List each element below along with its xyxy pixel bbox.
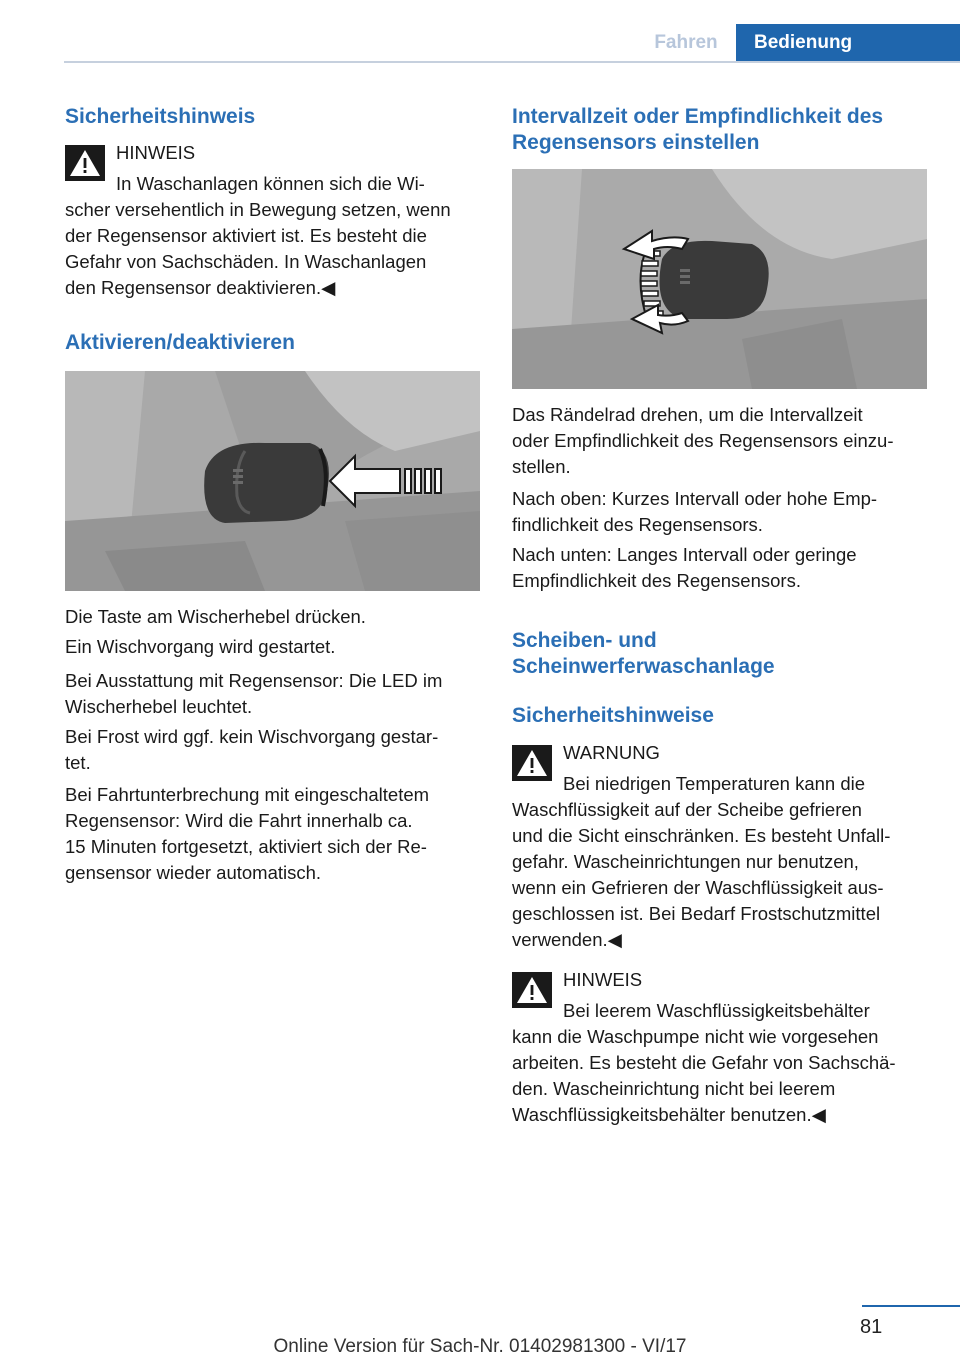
note-text-line: Gefahr von Sachschäden. In Waschanlagen [65,251,427,272]
wiper-lever-button-image [65,371,480,591]
online-version-note: Online Version für Sach-Nr. 01402981300 - VI/17 [273,1336,687,1357]
footer-rule [862,1305,960,1307]
warning-text-line: wenn ein Gefrieren der Waschflüssigkeit aus‐ [512,877,884,898]
paragraph-line: Regensensor: Wird die Fahrt innerhalb ca. [65,810,413,831]
paragraph-line: 15 Minuten fortgesetzt, aktiviert sich der Re‐ [65,836,427,857]
warning-text-line: verwenden.◀ [512,929,622,950]
heading-waschanlage-line: Scheinwerferwaschanlage [512,655,775,678]
note-text-line: Waschflüssigkeitsbehälter benutzen.◀ [512,1104,826,1125]
warning-text-line: geschlossen ist. Bei Bedarf Frostschutzmittel [512,903,881,924]
warning-label: WARNUNG [563,742,660,763]
note-label: HINWEIS [563,969,643,990]
paragraph-line: Wischerhebel leuchtet. [65,696,253,717]
knurled-wheel-image [512,169,927,389]
note-label: HINWEIS [116,142,196,163]
warning-triangle-icon [512,972,552,1008]
warning-text-line: gefahr. Wascheinrichtungen nur benutzen, [512,851,859,872]
note-text-line: den. Wascheinrichtung nicht bei leerem [512,1078,836,1099]
paragraph-line: Nach oben: Kurzes Intervall oder hohe Emp‐ [512,488,878,509]
paragraph-line: Bei Ausstattung mit Regensensor: Die LED im [65,670,443,691]
paragraph-line: Bei Frost wird ggf. kein Wischvorgang gestar‐ [65,726,439,747]
header-rule [64,61,960,63]
paragraph-line: Nach unten: Langes Intervall oder geringe [512,544,857,565]
warning-triangle-icon [65,145,105,181]
warning-text-line: und die Sicht einschränken. Es besteht Unfall‐ [512,825,891,846]
note-text-line: arbeiten. Es besteht die Gefahr von Sachschä‐ [512,1052,896,1073]
paragraph-line: Bei Fahrtunterbrechung mit eingeschaltetem [65,784,430,805]
paragraph-line: Empfindlichkeit des Regensensors. [512,570,801,591]
note-text-line: In Waschanlagen können sich die Wi‐ [116,173,425,194]
paragraph-line: gensensor wieder automatisch. [65,862,322,883]
warning-text-line: Bei niedrigen Temperaturen kann die [563,773,866,794]
note-text-line: Bei leerem Waschflüssigkeitsbehälter [563,1000,870,1021]
warning-triangle-icon [512,745,552,781]
paragraph-line: tet. [65,752,91,773]
paragraph-line: stellen. [512,456,571,477]
warning-text-line: Waschflüssigkeit auf der Scheibe gefrieren [512,799,862,820]
tab-bedienung[interactable]: Bedienung [736,24,960,62]
heading-intervallzeit-line: Regensensors einstellen [512,131,760,154]
paragraph-line: Das Rändelrad drehen, um die Intervallzeit [512,404,863,425]
page-number: 81 [860,1316,883,1338]
note-text-line: scher versehentlich in Bewegung setzen, wenn [65,199,451,220]
paragraph: Ein Wischvorgang wird gestartet. [65,636,336,657]
heading-waschanlage-line: Scheiben- und [512,629,657,652]
note-text-line: den Regensensor deaktivieren.◀ [65,277,336,298]
page-header [0,0,960,63]
paragraph-line: oder Empfindlichkeit des Regensensors einzu‐ [512,430,894,451]
paragraph-line: findlichkeit des Regensensors. [512,514,763,535]
tab-fahren[interactable]: Fahren [654,32,718,53]
heading-aktivieren: Aktivieren/deaktivieren [65,331,295,354]
heading-sicherheitshinweis: Sicherheitshinweis [65,105,256,128]
paragraph: Die Taste am Wischerhebel drücken. [65,606,366,627]
heading-intervallzeit-line: Intervallzeit oder Empfindlichkeit des [512,105,884,128]
heading-sicherheitshinweise: Sicherheitshinweise [512,704,714,727]
note-text-line: der Regensensor aktiviert ist. Es besteht die [65,225,427,246]
note-text-line: kann die Waschpumpe nicht wie vorgesehen [512,1026,879,1047]
